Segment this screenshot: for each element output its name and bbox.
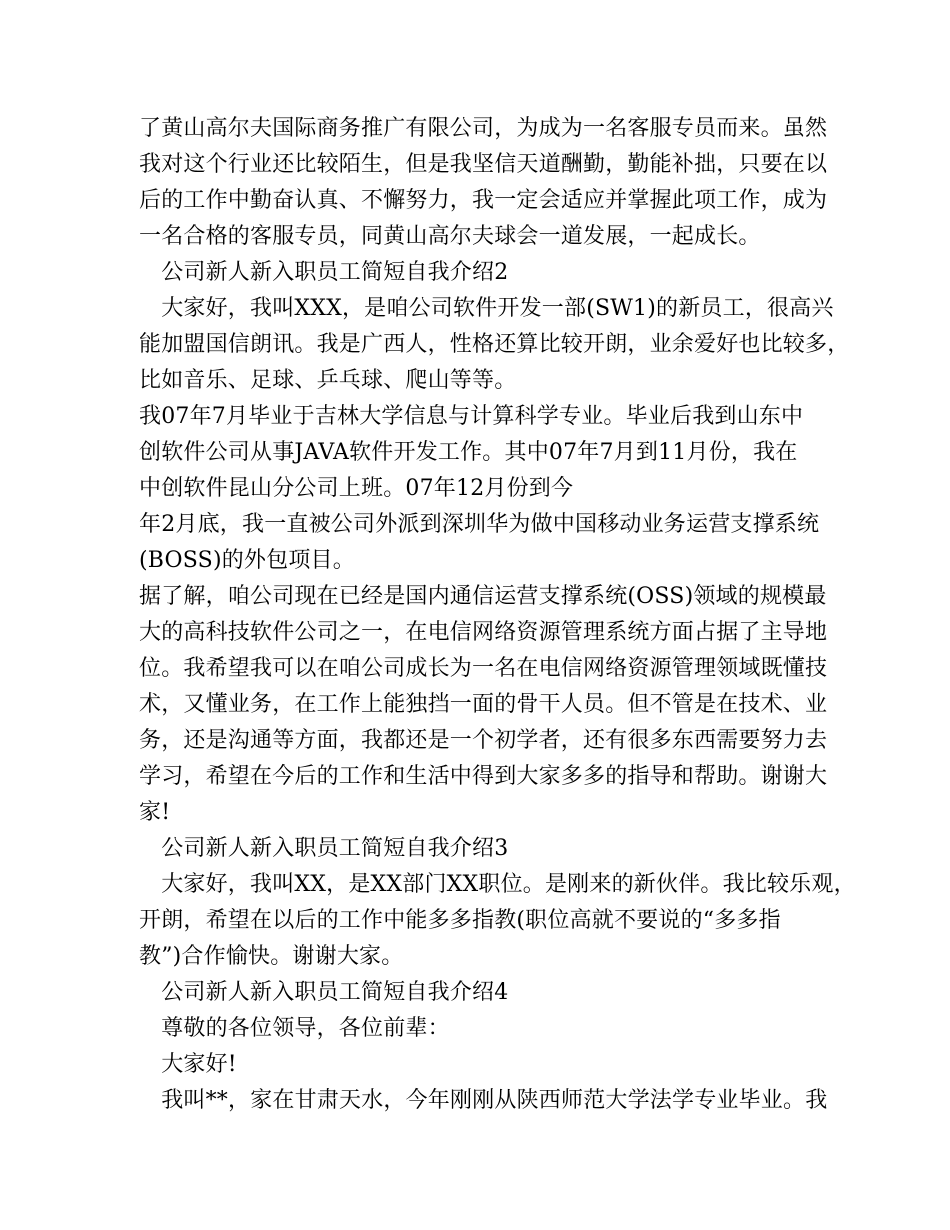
text-line: 中创软件昆山分公司上班。07年12月份到今 bbox=[139, 476, 574, 501]
text-line: 了黄山高尔夫国际商务推广有限公司，为成为一名客服专员而来。虽然 bbox=[139, 116, 828, 141]
text-line: 务，还是沟通等方面，我都还是一个初学者，还有很多东西需要努力去 bbox=[139, 728, 828, 753]
text-line: 比如音乐、足球、乒乓球、爬山等等。 bbox=[139, 368, 517, 393]
text-line: 开朗，希望在以后的工作中能多多指教(职位高就不要说的“多多指 bbox=[139, 908, 781, 933]
section-heading: 公司新人新入职员工简短自我介绍4 bbox=[139, 980, 509, 1005]
text-line: 位。我希望我可以在咱公司成长为一名在电信网络资源管理领域既懂技 bbox=[139, 656, 828, 681]
text-line: 据了解，咱公司现在已经是国内通信运营支撑系统(OSS)领域的规模最 bbox=[139, 584, 827, 609]
text-line: 能加盟国信朗讯。我是广西人，性格还算比较开朗，业余爱好也比较多， bbox=[139, 332, 850, 357]
section-heading: 公司新人新入职员工简短自我介绍3 bbox=[139, 836, 509, 861]
text-line: 后的工作中勤奋认真、不懈努力，我一定会适应并掌握此项工作，成为 bbox=[139, 188, 828, 213]
text-line: 我叫**，家在甘肃天水，今年刚刚从陕西师范大学法学专业毕业。我 bbox=[139, 1088, 828, 1113]
text-line: 大家好，我叫XX，是XX部门XX职位。是刚来的新伙伴。我比较乐观， bbox=[139, 872, 856, 897]
text-line: 尊敬的各位领导，各位前辈： bbox=[139, 1016, 450, 1041]
text-line: 我对这个行业还比较陌生，但是我坚信天道酬勤，勤能补拙，只要在以 bbox=[139, 152, 828, 177]
text-line: 创软件公司从事JAVA软件开发工作。其中07年7月到11月份，我在 bbox=[139, 440, 798, 465]
text-line: 教”)合作愉快。谢谢大家。 bbox=[139, 944, 404, 969]
text-line: 一名合格的客服专员，同黄山高尔夫球会一道发展，一起成长。 bbox=[139, 224, 761, 249]
text-line: 大家好，我叫XXX，是咱公司软件开发一部(SW1)的新员工，很高兴 bbox=[139, 296, 834, 321]
text-line: 大家好! bbox=[139, 1052, 237, 1077]
text-line: 学习，希望在今后的工作和生活中得到大家多多的指导和帮助。谢谢大 bbox=[139, 764, 828, 789]
text-line: 大的高科技软件公司之一，在电信网络资源管理系统方面占据了主导地 bbox=[139, 620, 828, 645]
text-line: 我07年7月毕业于吉林大学信息与计算科学专业。毕业后我到山东中 bbox=[139, 404, 804, 429]
text-line: 年2月底，我一直被公司外派到深圳华为做中国移动业务运营支撑系统 bbox=[139, 512, 820, 537]
text-line: (BOSS)的外包项目。 bbox=[139, 548, 355, 573]
text-line: 术，又懂业务，在工作上能独挡一面的骨干人员。但不管是在技术、业 bbox=[139, 692, 828, 717]
section-heading: 公司新人新入职员工简短自我介绍2 bbox=[139, 260, 509, 285]
text-line: 家! bbox=[139, 800, 171, 825]
